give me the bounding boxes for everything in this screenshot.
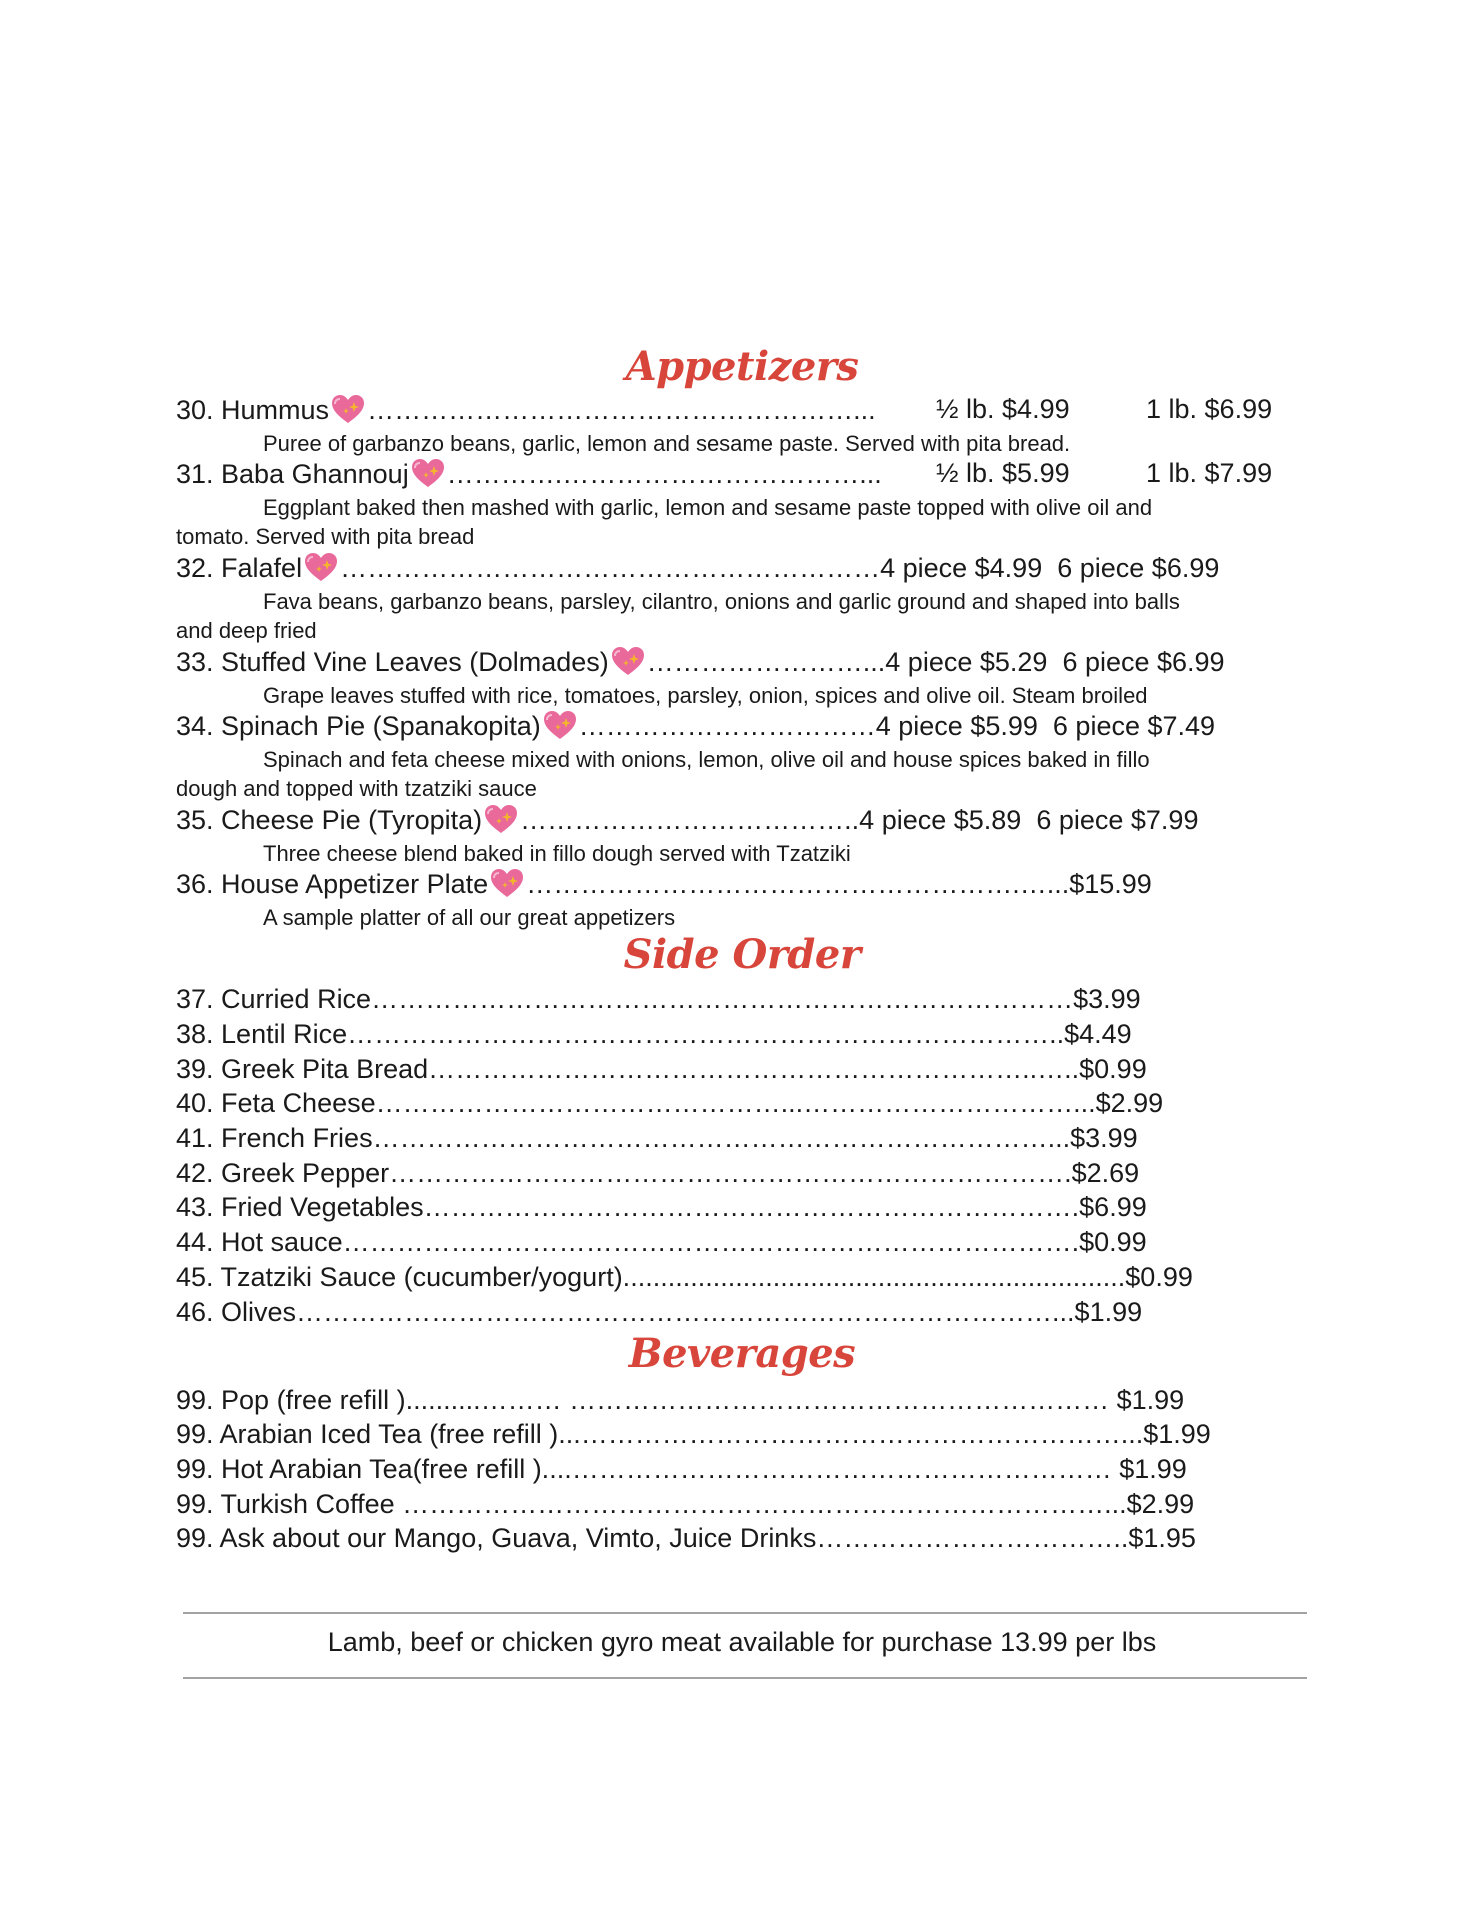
- side-order-item: 38. Lentil Rice……………………………………………………………………..$4.49: [176, 1019, 1132, 1049]
- sparkling-heart-icon: [303, 551, 339, 583]
- leader-dots: ………………………………………………...: [367, 395, 876, 425]
- item-name: 33. Stuffed Vine Leaves (Dolmades): [176, 647, 609, 677]
- item-description: Grape leaves stuffed with rice, tomatoes, parsley, onion, spices and olive oil. Steam broiled: [263, 683, 1148, 708]
- sparkling-heart-icon: [542, 709, 578, 741]
- item-price-half: ½ lb. $4.99: [936, 394, 1070, 424]
- sparkling-heart-icon: [610, 645, 646, 677]
- side-order-item: 37. Curried Rice……………………………………………………………………$3.99: [176, 984, 1141, 1014]
- leader-dots: ……………………………………………………: [340, 553, 881, 583]
- side-order-item: 39. Greek Pita Bread…………………………………………………………..…..$0.99: [176, 1054, 1147, 1084]
- leader-dots: ………….……………………………...: [446, 459, 882, 489]
- sparkling-heart-icon: [410, 457, 446, 489]
- item-name: 32. Falafel: [176, 553, 303, 583]
- item-price-small: 4 piece $5.89: [859, 805, 1022, 835]
- item-description: Three cheese blend baked in fillo dough served with Tzatziki: [263, 841, 851, 866]
- side-order-item: 41. French Fries…………………………………………………………………...$3.99: [176, 1123, 1138, 1153]
- menu-item-falafel: [176, 551, 1219, 584]
- beverage-item: 99. Ask about our Mango, Guava, Vimto, Juice Drinks……………………………..$1.95: [176, 1523, 1196, 1553]
- item-price: $15.99: [1069, 869, 1152, 899]
- menu-item-house-appetizer-plate: [176, 867, 1152, 900]
- item-price-full: 1 lb. $7.99: [1146, 458, 1273, 488]
- side-order-item: 46. Olives…………………………………………………………………………...$1.99: [176, 1297, 1143, 1327]
- side-order-item: 42. Greek Pepper………………………………………………………………….$2.69: [176, 1158, 1140, 1188]
- item-price-full: 1 lb. $6.99: [1146, 394, 1273, 424]
- menu-item-baba-ghannouj: [176, 457, 882, 490]
- item-description-cont: and deep fried: [176, 618, 317, 643]
- item-price-large: 6 piece $7.49: [1052, 711, 1216, 741]
- sparkling-heart-icon: [483, 803, 519, 835]
- item-description: A sample platter of all our great appetizers: [263, 905, 676, 930]
- side-order-item: 44. Hot sauce……………………………………………………………………….$0.99: [176, 1227, 1147, 1257]
- item-price-large: 6 piece $6.99: [1057, 553, 1220, 583]
- side-order-item: 45. Tzatziki Sauce (cucumber/yogurt)...................................................................$0.99: [176, 1262, 1193, 1292]
- item-name: 31. Baba Ghannouj: [176, 459, 409, 489]
- leader-dots: ……………………………: [578, 711, 876, 741]
- item-name: 35. Cheese Pie (Tyropita): [176, 805, 483, 835]
- item-price-half: ½ lb. $5.99: [936, 458, 1070, 488]
- item-price-small: 4 piece $4.99: [880, 553, 1043, 583]
- item-description-cont: dough and topped with tzatziki sauce: [176, 776, 537, 801]
- menu-item-hummus: [176, 393, 876, 426]
- item-description: Fava beans, garbanzo beans, parsley, cilantro, onions and garlic ground and shaped into balls: [263, 589, 1180, 614]
- item-price-large: 6 piece $6.99: [1062, 647, 1225, 677]
- gyro-meat-note: Lamb, beef or chicken gyro meat available for purchase 13.99 per lbs: [327, 1627, 1157, 1657]
- item-price-large: 6 piece $7.99: [1036, 805, 1199, 835]
- item-name: 36. House Appetizer Plate: [176, 869, 489, 899]
- sparkling-heart-icon: [489, 867, 525, 899]
- beverage-item: 99. Arabian Iced Tea (free refill )...……………………………………………………...$1.99: [176, 1419, 1211, 1449]
- sparkling-heart-icon: [330, 393, 366, 425]
- side-order-heading: Side Order: [623, 931, 861, 978]
- appetizers-heading: Appetizers: [625, 343, 859, 390]
- item-price-small: 4 piece $5.29: [885, 647, 1048, 677]
- menu-item-spinach-pie: [176, 709, 1215, 742]
- item-description-cont: tomato. Served with pita bread: [176, 524, 475, 549]
- item-price-small: 4 piece $5.99: [875, 711, 1038, 741]
- leader-dots: ………………………………..: [520, 805, 860, 835]
- item-name: 30. Hummus: [176, 395, 330, 425]
- beverage-item: 99. Hot Arabian Tea(free refill )....…………………………………………………… $1.99: [176, 1454, 1187, 1484]
- side-order-item: 43. Fried Vegetables……………………………………………………………….$6.99: [176, 1192, 1147, 1222]
- bottom-divider: [183, 1677, 1307, 1679]
- item-description: Puree of garbanzo beans, garlic, lemon and sesame paste. Served with pita bread.: [263, 431, 1071, 456]
- item-description: Eggplant baked then mashed with garlic, lemon and sesame paste topped with olive oil and: [263, 495, 1153, 520]
- item-name: 34. Spinach Pie (Spanakopita): [176, 711, 541, 741]
- side-order-item: 40. Feta Cheese………………………………………...…………………………...$2.99: [176, 1088, 1164, 1118]
- beverages-heading: Beverages: [628, 1330, 856, 1377]
- top-divider: [183, 1612, 1307, 1614]
- leader-dots: ……………………………………………….…...: [526, 869, 1070, 899]
- menu-item-cheese-pie: [176, 803, 1198, 836]
- menu-item-stuffed-vine-leaves: [176, 645, 1225, 678]
- item-description: Spinach and feta cheese mixed with onions, lemon, olive oil and house spices baked in fillo: [263, 747, 1150, 772]
- leader-dots: ……………………...: [646, 647, 886, 677]
- beverage-item: 99. Pop (free refill )..........……… …………………………………………………… $1.99: [176, 1385, 1185, 1415]
- beverage-item: 99. Turkish Coffee ……………………………………………………………………...$2.99: [176, 1489, 1195, 1519]
